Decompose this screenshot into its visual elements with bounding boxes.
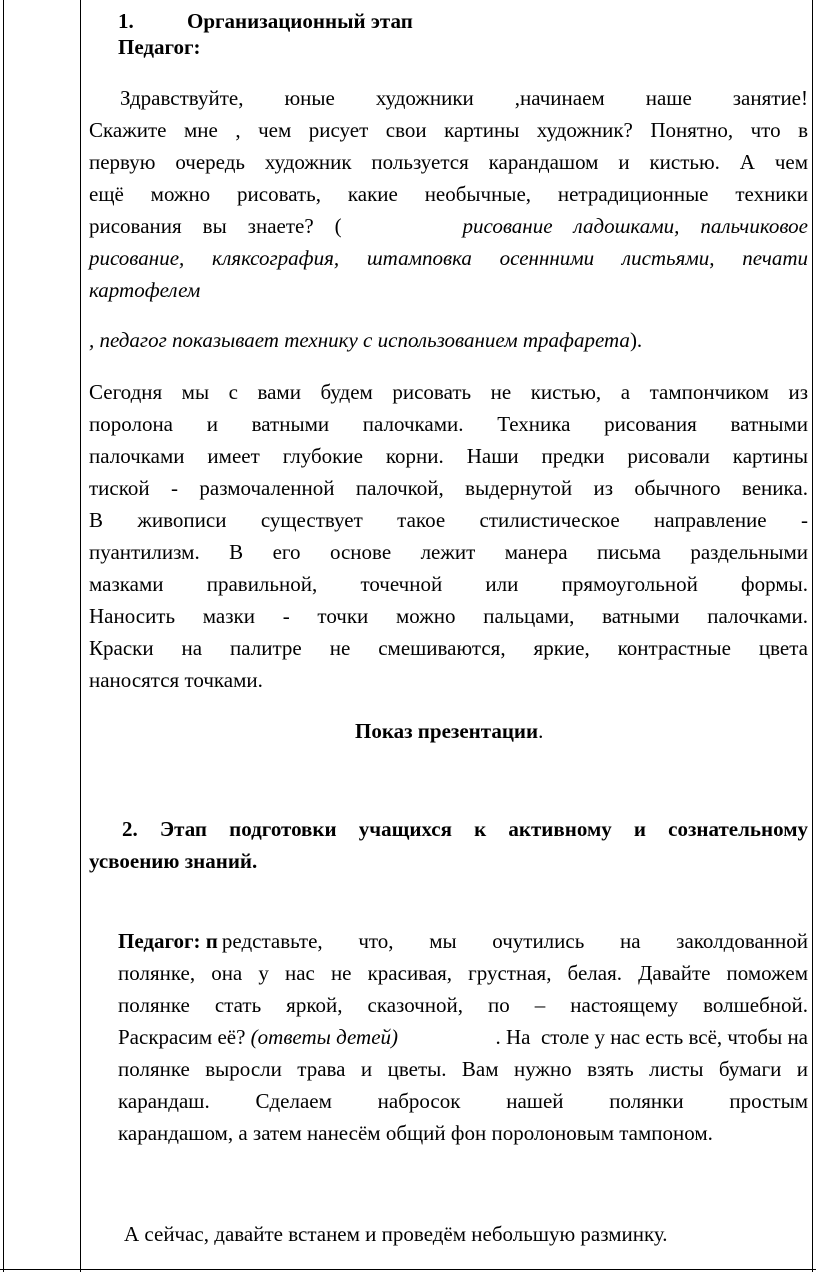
s2-line-4-italic: (ответы детей) <box>250 1025 399 1049</box>
s2-line-1-rest: редставьте, что, мы очутились на заколдованной <box>221 929 808 953</box>
s2-line-6: карандаш. Сделаем набросок нашей полянки простым <box>118 1089 808 1113</box>
p3-line-9: Краски на палитре не смешиваются, яркие, контрастные цвета <box>89 636 808 660</box>
p3-line-10: наносятся точками. <box>89 668 263 692</box>
s2-line-3: полянке стать яркой, сказочной, по – настоящему волшебной. <box>118 993 808 1017</box>
s2-line-5: полянке выросли трава и цветы. Вам нужно взять листы бумаги и <box>118 1057 808 1081</box>
p2-end: ). <box>629 328 643 352</box>
p2-italic: , педагог показывает технику с использованием трафарета <box>89 328 630 352</box>
p3-line-8: Наносить мазки - точки можно пальцами, ватными палочками. <box>89 604 808 628</box>
p3-line-2: поролона и ватными палочками. Техника рисования ватными <box>89 412 808 436</box>
section1-speaker: Педагог: <box>118 35 201 59</box>
p1-line-2: Скажите мне , чем рисует свои картины художник? Понятно, что в <box>89 118 808 142</box>
s2-line-4 <box>118 1025 808 1049</box>
p1-line-5-italic: рисование ладошками, пальчиковое <box>462 214 808 238</box>
section1-number: 1. <box>118 9 134 33</box>
s2-line-7: карандашом, а затем нанесём общий фон поролоновым тампоном. <box>118 1121 713 1145</box>
presentation-dot: . <box>538 719 544 743</box>
table-column-divider <box>80 0 81 1272</box>
p3-line-6: пуантилизм. В его основе лежит манера письма раздельными <box>89 540 808 564</box>
table-border-left <box>3 0 4 1272</box>
section2-heading-line-2: усвоению знаний. <box>89 849 258 873</box>
p2-line <box>89 328 642 352</box>
p3-line-3: палочками имеет глубокие корни. Наши предки рисовали картины <box>89 444 808 468</box>
p3-line-1: Сегодня мы с вами будем рисовать не кистью, а тампончиком из <box>89 380 808 404</box>
presentation-heading <box>355 719 543 743</box>
s2-line-1 <box>118 929 808 953</box>
p1-italic-line-1: рисование, кляксография, штамповка осеннними листьями, печати <box>89 246 808 270</box>
p1-line-5 <box>89 214 808 238</box>
s2-line-4-start: Раскрасим её? <box>118 1025 251 1049</box>
s2-line-2: полянке, она у нас не красивая, грустная, белая. Давайте поможем <box>118 961 808 985</box>
presentation-label: Показ презентации <box>355 719 539 743</box>
s2-line-4-end: . На столе у нас есть всё, чтобы на <box>495 1025 808 1049</box>
p3-line-7: мазками правильной, точечной или прямоугольной формы. <box>89 572 808 596</box>
p1-line-5-start: рисования вы знаете? ( <box>89 214 342 238</box>
p1-line-1: Здравствуйте, юные художники ,начинаем наше занятие! <box>120 86 808 110</box>
p3-line-4: тиской - размочаленной палочкой, выдернутой из обычного веника. <box>89 476 808 500</box>
section2-heading-line-1: 2. Этап подготовки учащихся к активному и сознательному <box>122 817 808 841</box>
section2-speaker: Педагог: п <box>118 929 218 953</box>
p1-line-3: первую очередь художник пользуется карандашом и кистью. А чем <box>89 150 808 174</box>
p1-line-4: ещё можно рисовать, какие необычные, нетрадиционные техники <box>89 182 808 206</box>
section1-title: Организационный этап <box>187 9 413 33</box>
closing-line: А сейчас, давайте встанем и проведём небольшую разминку. <box>124 1222 668 1246</box>
table-border-bottom <box>0 1269 816 1270</box>
p1-italic-line-2: картофелем <box>89 278 201 302</box>
p3-line-5: В живописи существует такое стилистическое направление - <box>89 508 808 532</box>
table-border-right <box>812 0 813 1272</box>
